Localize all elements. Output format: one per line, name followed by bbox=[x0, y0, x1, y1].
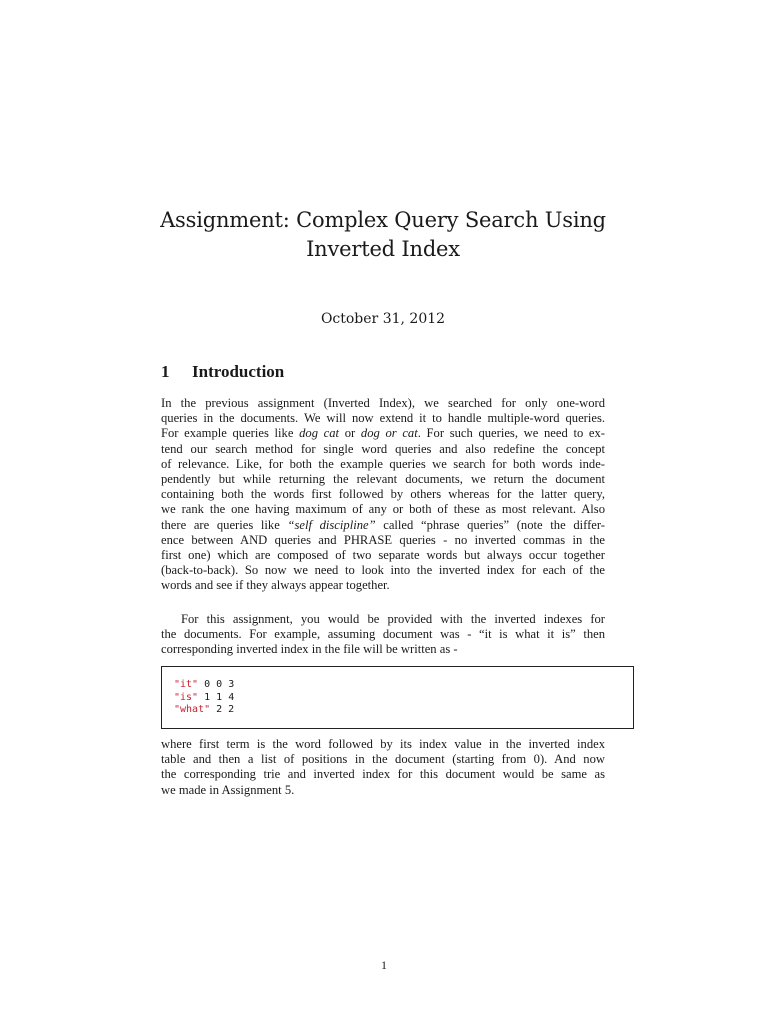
paragraph-line: pendently but while returning the relevant documents, we return the document bbox=[161, 472, 605, 487]
paragraph-line: where first term is the word followed by its index value in the inverted index bbox=[161, 737, 605, 751]
intro-paragraph-1 bbox=[161, 396, 605, 594]
code-values: 0 0 3 bbox=[198, 679, 235, 690]
paragraph-line: there are queries like “self discipline” called “phrase queries” (note the differ- bbox=[161, 517, 605, 532]
paragraph-line: table and then a list of positions in the document (starting from 0). And now bbox=[161, 752, 605, 767]
section-heading bbox=[161, 362, 284, 382]
code-values: 2 2 bbox=[210, 704, 235, 715]
paragraph-line: For example queries like dog cat or dog or cat. For such queries, we need to ex- bbox=[161, 426, 605, 441]
title-line-1: Assignment: Complex Query Search Using bbox=[160, 208, 606, 232]
paragraph-line: of relevance. Like, for both the example queries we search for both words inde- bbox=[161, 456, 605, 471]
code-lines bbox=[174, 679, 234, 717]
code-line bbox=[174, 679, 234, 692]
paragraph-line: the corresponding trie and inverted index for this document would be same as bbox=[161, 767, 605, 782]
code-word: "is" bbox=[174, 691, 199, 703]
paragraph-line: we rank the one having maximum of any or both of these as most relevant. Also bbox=[161, 502, 605, 517]
section-title: Introduction bbox=[192, 362, 285, 381]
code-block bbox=[161, 666, 634, 729]
code-line bbox=[174, 704, 234, 717]
paragraph-line: words and see if they always appear together. bbox=[161, 578, 390, 593]
section-number: 1 bbox=[161, 362, 170, 381]
page-number: 1 bbox=[381, 958, 387, 972]
code-word: "what" bbox=[174, 704, 211, 715]
intro-paragraph-3 bbox=[161, 737, 605, 798]
paragraph-line: ence between AND queries and PHRASE queries - no inverted commas in the bbox=[161, 532, 605, 547]
code-word: "it" bbox=[174, 679, 199, 690]
title-line-2: Inverted Index bbox=[306, 237, 460, 261]
code-values: 1 1 4 bbox=[198, 691, 235, 703]
paragraph-line: queries in the documents. We will now extend it to handle multiple-word queries. bbox=[161, 411, 605, 426]
code-line bbox=[174, 692, 234, 705]
paragraph-line: the documents. For example, assuming document was - “it is what it is” then bbox=[161, 627, 605, 642]
document-title bbox=[150, 206, 616, 264]
paragraph-line: tend our search method for single word queries and also redefine the concept bbox=[161, 441, 605, 456]
paragraph-line: For this assignment, you would be provided with the inverted indexes for bbox=[181, 612, 605, 626]
paragraph-line: (back-to-back). So now we need to look into the inverted index for each of the bbox=[161, 563, 605, 578]
paragraph-line: first one) which are composed of two separate words but always occur together bbox=[161, 548, 605, 563]
paragraph-line: In the previous assignment (Inverted Index), we searched for only one-word bbox=[161, 396, 605, 410]
paragraph-line: corresponding inverted index in the file will be written as - bbox=[161, 642, 458, 657]
paragraph-line: containing both the words first followed by others whereas for the latter query, bbox=[161, 487, 605, 502]
paragraph-line: we made in Assignment 5. bbox=[161, 782, 295, 797]
intro-paragraph-2 bbox=[161, 612, 605, 658]
document-date: October 31, 2012 bbox=[320, 311, 446, 327]
